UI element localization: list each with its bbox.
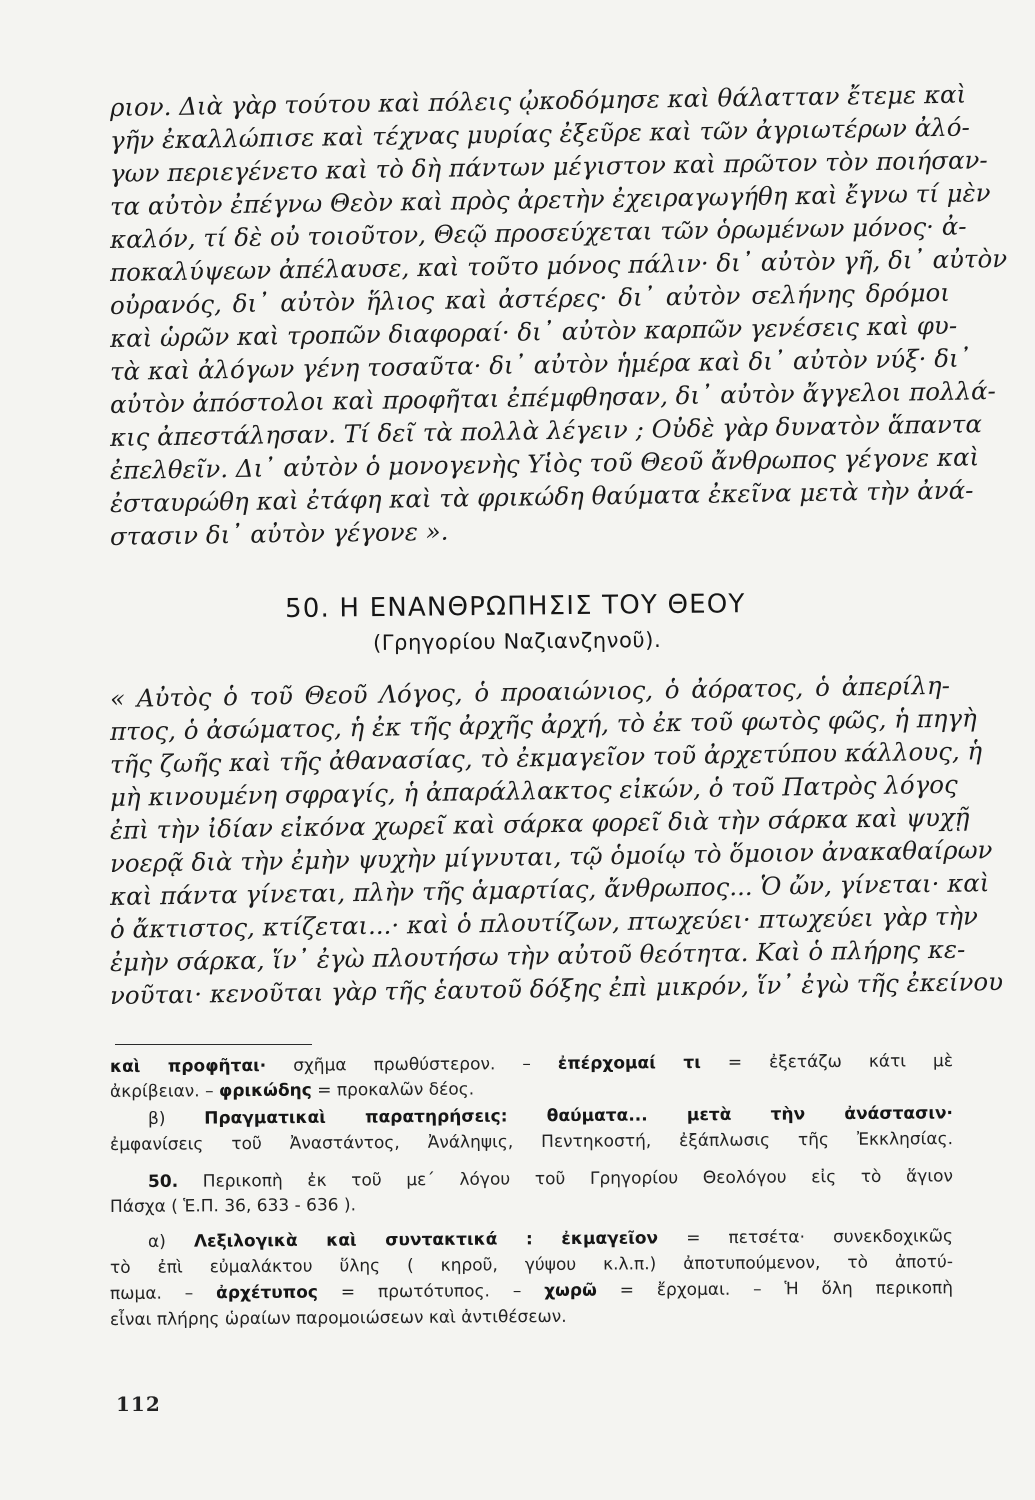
footnote-text: σχῆμα πρωθύστερον. – xyxy=(293,1054,531,1076)
footnote-line xyxy=(110,1276,953,1306)
footnote-text: = ἐξετάζω κάτι μὲ xyxy=(727,1051,954,1073)
quote-line: ἐμὴν σάρκα, ἵν᾽ ἐγὼ πλουτήσω τὴν αὐτοῦ θεότητα. Καὶ ὁ πλήρης κε- xyxy=(109,934,966,977)
body-line: ποκαλύψεων ἀπέλαυσε, καὶ τοῦτο μόνος πάλιν· δι᾽ αὐτὸν γῆ, δι᾽ αὐτὸν xyxy=(109,243,1008,287)
body-line: καὶ ὡρῶν καὶ τροπῶν διαφοραί· δι᾽ αὐτὸν καρπῶν γενέσεις καὶ φυ- xyxy=(109,310,958,353)
footnote-text: Πάσχα ( Ἑ.Π. 36, 633 - 636 ). xyxy=(109,1195,357,1217)
footnote-text: τὸ ἐπὶ εὐμαλάκτου ὕλης ( κηροῦ, γύψου κ.λ.π.) ἀποτυπούμενον, τὸ ἀποτύ- xyxy=(109,1252,954,1278)
body-line: οὐρανός, δι᾽ αὐτὸν ἥλιος καὶ ἀστέρες· δι᾽ αὐτὸν σελήνης δρόμοι xyxy=(109,277,951,320)
footnote-term: ἐπέρχομαί τι xyxy=(557,1052,701,1074)
quote-line: ἐπὶ τὴν ἰδίαν εἰκόνα χωρεῖ καὶ σάρκα φορεῖ διὰ τὴν σάρκα καὶ ψυχῇ xyxy=(109,802,970,845)
footnote-text: ἀκρίβειαν. – xyxy=(109,1081,214,1102)
footnote-line xyxy=(110,1074,953,1104)
footnote-text: β) xyxy=(147,1108,166,1129)
quote-line: « Αὐτὸς ὁ τοῦ Θεοῦ Λόγος, ὁ προαιώνιος, ὁ ἀόρατος, ὁ ἀπερίλη- xyxy=(109,670,951,713)
footnote-line xyxy=(110,1250,953,1280)
footnote-line xyxy=(148,1101,953,1131)
quote-line: τῆς ζωῆς καὶ τῆς ἀθανασίας, τὸ ἐκμαγεῖον τοῦ ἀρχετύπου κάλλους, ἡ xyxy=(109,736,983,779)
body-line: γων περιεγένετο καὶ τὸ δὴ πάντων μέγιστον καὶ πρῶτον τὸν ποιήσαν- xyxy=(109,145,988,188)
body-line: ἐσταυρώθη καὶ ἐτάφη καὶ τὰ φρικώδη θαύματα ἐκεῖνα μετὰ τὴν ἀνά- xyxy=(109,475,974,518)
section-subheading: (Γρηγορίου Ναζιανζηνοῦ). xyxy=(372,627,662,655)
body-line: καλόν, τί δὲ οὐ τοιοῦτον, Θεῷ προσεύχεται τῶν ὁρωμένων μόνος· ἀ- xyxy=(109,211,967,254)
footnote-line xyxy=(148,1224,953,1254)
footnote-term: χωρῶ xyxy=(544,1280,597,1301)
footnote-text: ἐμφανίσεις τοῦ Ἀναστάντος, Ἀνάληψις, Πεντηκοστή, ἐξάπλωσις τῆς Ἐκκλησίας. xyxy=(109,1129,954,1155)
footnote-line xyxy=(110,1189,953,1219)
footnote-term: Λεξιλογικὰ καὶ συντακτικά : ἐκμαγεῖον xyxy=(193,1228,659,1252)
body-line: τα αὐτὸν ἐπέγνω Θεὸν καὶ πρὸς ἀρετὴν ἐχειραγωγήθη καὶ ἔγνω τί μὲν xyxy=(109,178,991,221)
footnote-text: Περικοπὴ ἐκ τοῦ με´ λόγου τοῦ Γρηγορίου Θεολόγου εἰς τὸ ἅγιον xyxy=(202,1166,954,1192)
body-line: ἐπελθεῖν. Δι᾽ αὐτὸν ὁ μονογενὴς Υἱὸς τοῦ Θεοῦ ἄνθρωπος γέγονε καὶ xyxy=(109,442,980,485)
body-line: κις ἀπεστάλησαν. Τί δεῖ τὰ πολλὰ λέγειν ; Οὐδὲ γὰρ δυνατὸν ἅπαντα xyxy=(109,409,983,452)
footnote-text: = πετσέτα· συνεκδοχικῶς xyxy=(686,1226,954,1249)
footnote-text: πωμα. – xyxy=(109,1283,194,1304)
footnote-line xyxy=(110,1302,953,1332)
footnote-number: 50. xyxy=(147,1171,179,1192)
quote-line: μὴ κινουμένη σφραγίς, ἡ ἀπαράλλακτος εἰκών, ὁ τοῦ Πατρὸς λόγος xyxy=(109,769,958,812)
body-line: τὰ καὶ ἀλόγων γένη τοσαῦτα· δι᾽ αὐτὸν ἡμέρα καὶ δι᾽ αὐτὸν νύξ· δι᾽ xyxy=(109,343,972,386)
footnote-term: ἀρχέτυπος xyxy=(216,1282,319,1304)
footnote-text: = προκαλῶν δέος. xyxy=(317,1079,475,1101)
quote-line: καὶ πάντα γίνεται, πλὴν τῆς ἁμαρτίας, ἄνθρωπος... Ὁ ὤν, γίνεται· καὶ xyxy=(109,868,990,911)
footnote-line xyxy=(110,1127,953,1157)
footnote-text: = ἔρχομαι. – Ἡ ὅλη περικοπὴ xyxy=(619,1278,954,1301)
quote-line: νοερᾷ διὰ τὴν ἐμὴν ψυχὴν μίγνυται, τῷ ὁμοίῳ τὸ ὅμοιον ἀνακαθαίρων xyxy=(109,835,993,878)
body-line: στασιν δι᾽ αὐτὸν γέγονε ». xyxy=(109,516,449,551)
footnote-term: καὶ προφῆται· xyxy=(109,1055,267,1077)
footnote-term: φρικώδης xyxy=(218,1080,312,1102)
quote-line: πτος, ὁ ἀσώματος, ἡ ἐκ τῆς ἀρχῆς ἀρχή, τὸ ἐκ τοῦ φωτὸς φῶς, ἡ πηγὴ xyxy=(109,703,977,746)
section-heading: 50. Η ΕΝΑΝΘΡΩΠΗΣΙΣ ΤΟΥ ΘΕΟΥ xyxy=(284,589,746,624)
body-line: γῆν ἐκαλλώπισε καὶ τέχνας μυρίας ἐξεῦρε καὶ τῶν ἀγριωτέρων ἀλό- xyxy=(109,112,970,155)
quote-line: νοῦται· κενοῦται γὰρ τῆς ἑαυτοῦ δόξης ἐπὶ μικρόν, ἵν᾽ ἐγὼ τῆς ἐκείνου xyxy=(109,966,1004,1010)
body-line: ριον. Διὰ γὰρ τούτου καὶ πόλεις ᾠκοδόμησε καὶ θάλατταν ἔτεμε καὶ xyxy=(109,79,967,122)
footnote-text: = πρωτότυπος. – xyxy=(340,1281,522,1303)
quote-line: ὁ ἄκτιστος, κτίζεται...· καὶ ὁ πλουτίζων, πτωχεύει· πτωχεύει γὰρ τὴν xyxy=(109,901,979,944)
footnote-text: εἶναι πλήρης ὡραίων παρομοιώσεων καὶ ἀντιθέσεων. xyxy=(109,1306,567,1330)
body-line: αὐτὸν ἀπόστολοι καὶ προφῆται ἐπέμφθησαν, δι᾽ αὐτὸν ἄγγελοι πολλά- xyxy=(109,376,997,419)
page-number: 112 xyxy=(116,1392,161,1416)
footnote-text: α) xyxy=(147,1231,166,1252)
footnote-term: Πραγματικαὶ παρατηρήσεις: θαύματα... μετὰ τὴν ἀνάστασιν· xyxy=(204,1103,954,1129)
footnote-divider xyxy=(115,1044,312,1045)
